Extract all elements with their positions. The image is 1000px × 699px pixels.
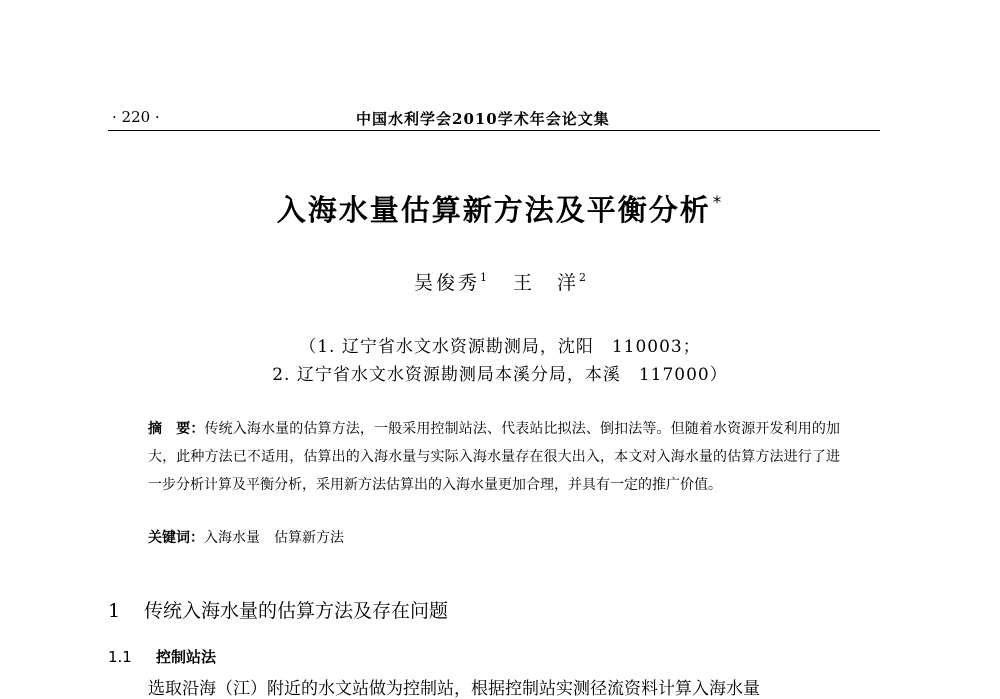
keywords [148,527,344,547]
keyword: 入海水量 [204,530,260,546]
keyword: 估算新方法 [274,530,344,546]
title-text: 入海水量估算新方法及平衡分析 [276,193,711,227]
section-title: 传统入海水量的估算方法及存在问题 [144,600,449,622]
abstract-label: 摘 要： [148,421,205,437]
journal-name: 中国水利学会2010学术年会论文集 [356,110,610,128]
author-name: 吴俊秀 [413,272,480,294]
subsection-number: 1.1 [108,648,132,666]
author-name: 王 洋 [513,272,580,294]
affiliation-2: 2. 辽宁省水文水资源勘测局本溪分局，本溪 117000） [272,365,728,385]
author-line [0,268,1000,295]
abstract [148,415,840,499]
header-rule [108,130,880,131]
subsection-title: 控制站法 [156,648,217,666]
abstract-text: 传统入海水量的估算方法，一般采用控制站法、代表站比拟法、倒扣法等。但随着水资源开发利用的加大，此种方法已不适用，估算出的入海水量与实际入海水量存在很大出入，本文对入海水量的估算方法进行了进一步分析计算及平衡分析，采用新方法估算出的入海水量更加合理，并具有一定的推广价值。 [148,421,840,493]
section-number: 1 [108,600,121,622]
author-affil-marker: 2 [579,271,587,284]
author-affil-marker: 1 [480,271,487,284]
keywords-label: 关键词： [148,530,204,546]
affiliation-1: （1. 辽宁省水文水资源勘测局，沈阳 110003； [299,337,701,357]
body-text-cutoff: 选取沿海（江）附近的水文站做为控制站，根据控制站实测径流资料计算入海水量 [148,679,760,699]
paper-title [0,188,1000,229]
page-number: · 220 · [112,108,160,126]
section-heading [108,596,448,623]
title-footnote-marker: * [712,193,724,213]
subsection-heading [108,646,216,667]
